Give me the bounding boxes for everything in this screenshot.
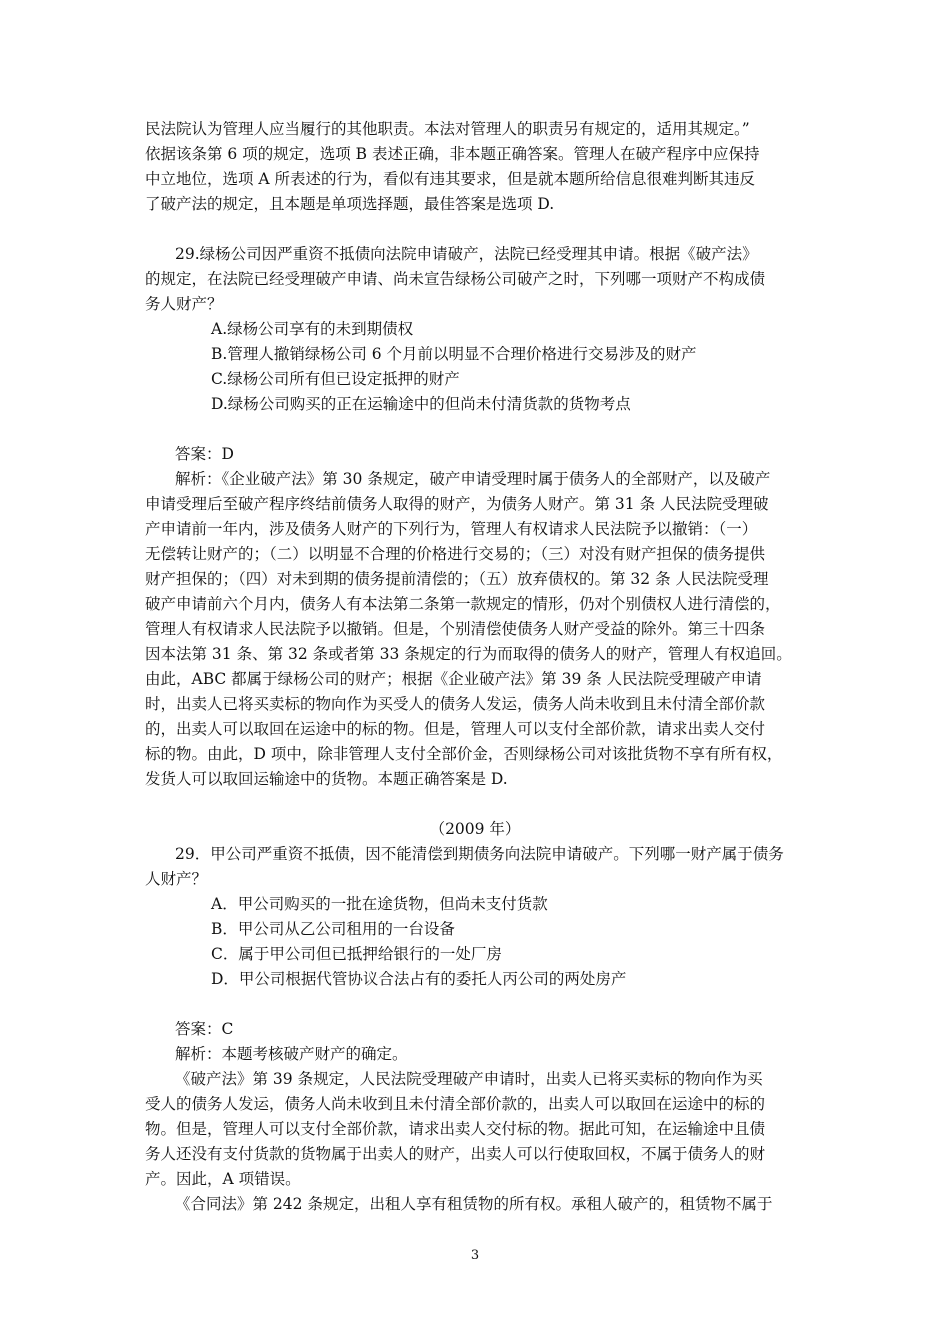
text-line: 务人财产？ [145, 295, 223, 313]
text-line: D.绿杨公司购买的正在运输途中的但尚未付清货款的货物考点 [211, 395, 631, 413]
text-line: 的，出卖人可以取回在运途中的标的物。但是，管理人可以支付全部价款，请求出卖人交付 [145, 720, 766, 738]
text-line: 由此，ABC 都属于绿杨公司的财产；根据《企业破产法》第 39 条 人民法院受理破产申请 [145, 670, 762, 688]
text-line: 标的物。由此，D 项中，除非管理人支付全部价金，否则绿杨公司对该批货物不享有所有权， [145, 745, 783, 763]
text-line: C．属于甲公司但已抵押给银行的一处厂房 [211, 945, 502, 963]
text-line: 时，出卖人已将买卖标的物向作为买受人的债务人发运，债务人尚未收到且未付清全部价款 [145, 695, 766, 713]
text-line: 因本法第 31 条、第 32 条或者第 33 条规定的行为而取得的债务人的财产，管理人有权追回。 [145, 645, 792, 663]
text-line: C.绿杨公司所有但已设定抵押的财产 [211, 370, 460, 388]
page-number: 3 [470, 1248, 480, 1263]
text-line: 破产申请前六个月内，债务人有本法第二条第一款规定的情形，仍对个别债权人进行清偿的， [145, 595, 781, 613]
text-line: 发货人可以取回运输途中的货物。本题正确答案是 D. [145, 770, 508, 788]
text-line: 《破产法》第 39 条规定，人民法院受理破产申请时，出卖人已将买卖标的物向作为买 [175, 1070, 763, 1088]
text-line: 管理人有权请求人民法院予以撤销。但是，个别清偿使债务人财产受益的除外。第三十四条 [145, 620, 766, 638]
text-line: D．甲公司根据代管协议合法占有的委托人丙公司的两处房产 [211, 970, 627, 988]
text-line: 29．甲公司严重资不抵债，因不能清偿到期债务向法院申请破产。下列哪一财产属于债务 [175, 845, 784, 863]
text-line: 中立地位，选项 A 所表述的行为，看似有违其要求，但是就本题所给信息很难判断其违反 [145, 170, 756, 188]
text-line: 财产担保的；（四）对未到期的债务提前清偿的；（五）放弃债权的。第 32 条 人民法院受理 [145, 570, 769, 588]
text-line: 无偿转让财产的；（二）以明显不合理的价格进行交易的；（三）对没有财产担保的债务提供 [145, 545, 766, 563]
text-line: 依据该条第 6 项的规定，选项 B 表述正确，非本题正确答案。管理人在破产程序中应保持 [145, 145, 760, 163]
text-line: 务人还没有支付货款的货物属于出卖人的财产，出卖人可以行使取回权，不属于债务人的财 [145, 1145, 766, 1163]
text-line: 解析：本题考核破产财产的确定。 [175, 1045, 408, 1063]
text-line: 物。但是，管理人可以支付全部价款，请求出卖人交付标的物。据此可知，在运输途中且债 [145, 1120, 766, 1138]
text-line: 产申请前一年内，涉及债务人财产的下列行为，管理人有权请求人民法院予以撤销：（一） [145, 520, 758, 538]
text-line: 答案：C [175, 1020, 234, 1038]
text-line: 了破产法的规定，且本题是单项选择题，最佳答案是选项 D. [145, 195, 555, 213]
text-line: 产。因此，A 项错误。 [145, 1170, 301, 1188]
text-line: 的规定，在法院已经受理破产申请、尚未宣告绿杨公司破产之时，下列哪一项财产不构成债 [145, 270, 766, 288]
text-line: 申请受理后至破产程序终结前债务人取得的财产，为债务人财产。第 31 条 人民法院受理破 [145, 495, 769, 513]
text-line: B．甲公司从乙公司租用的一台设备 [211, 920, 455, 938]
text-line: 解析：《企业破产法》第 30 条规定，破产申请受理时属于债务人的全部财产，以及破产 [175, 470, 771, 488]
text-line: 人财产？ [145, 870, 208, 888]
text-line: 民法院认为管理人应当履行的其他职责。本法对管理人的职责另有规定的，适用其规定。” [145, 120, 750, 138]
text-line: 《合同法》第 242 条规定，出租人享有租赁物的所有权。承租人破产的，租赁物不属于 [175, 1195, 773, 1213]
text-line: （2009 年） [429, 820, 521, 838]
text-line: B.管理人撤销绿杨公司 6 个月前以明显不合理价格进行交易涉及的财产 [211, 345, 697, 363]
text-line: A.绿杨公司享有的未到期债权 [211, 320, 414, 338]
text-line: 29.绿杨公司因严重资不抵债向法院申请破产，法院已经受理其申请。根据《破产法》 [175, 245, 758, 263]
text-line: A．甲公司购买的一批在途货物，但尚未支付货款 [211, 895, 548, 913]
text-line: 答案：D [175, 445, 234, 463]
text-line: 受人的债务人发运，债务人尚未收到且未付清全部价款的，出卖人可以取回在运途中的标的 [145, 1095, 766, 1113]
